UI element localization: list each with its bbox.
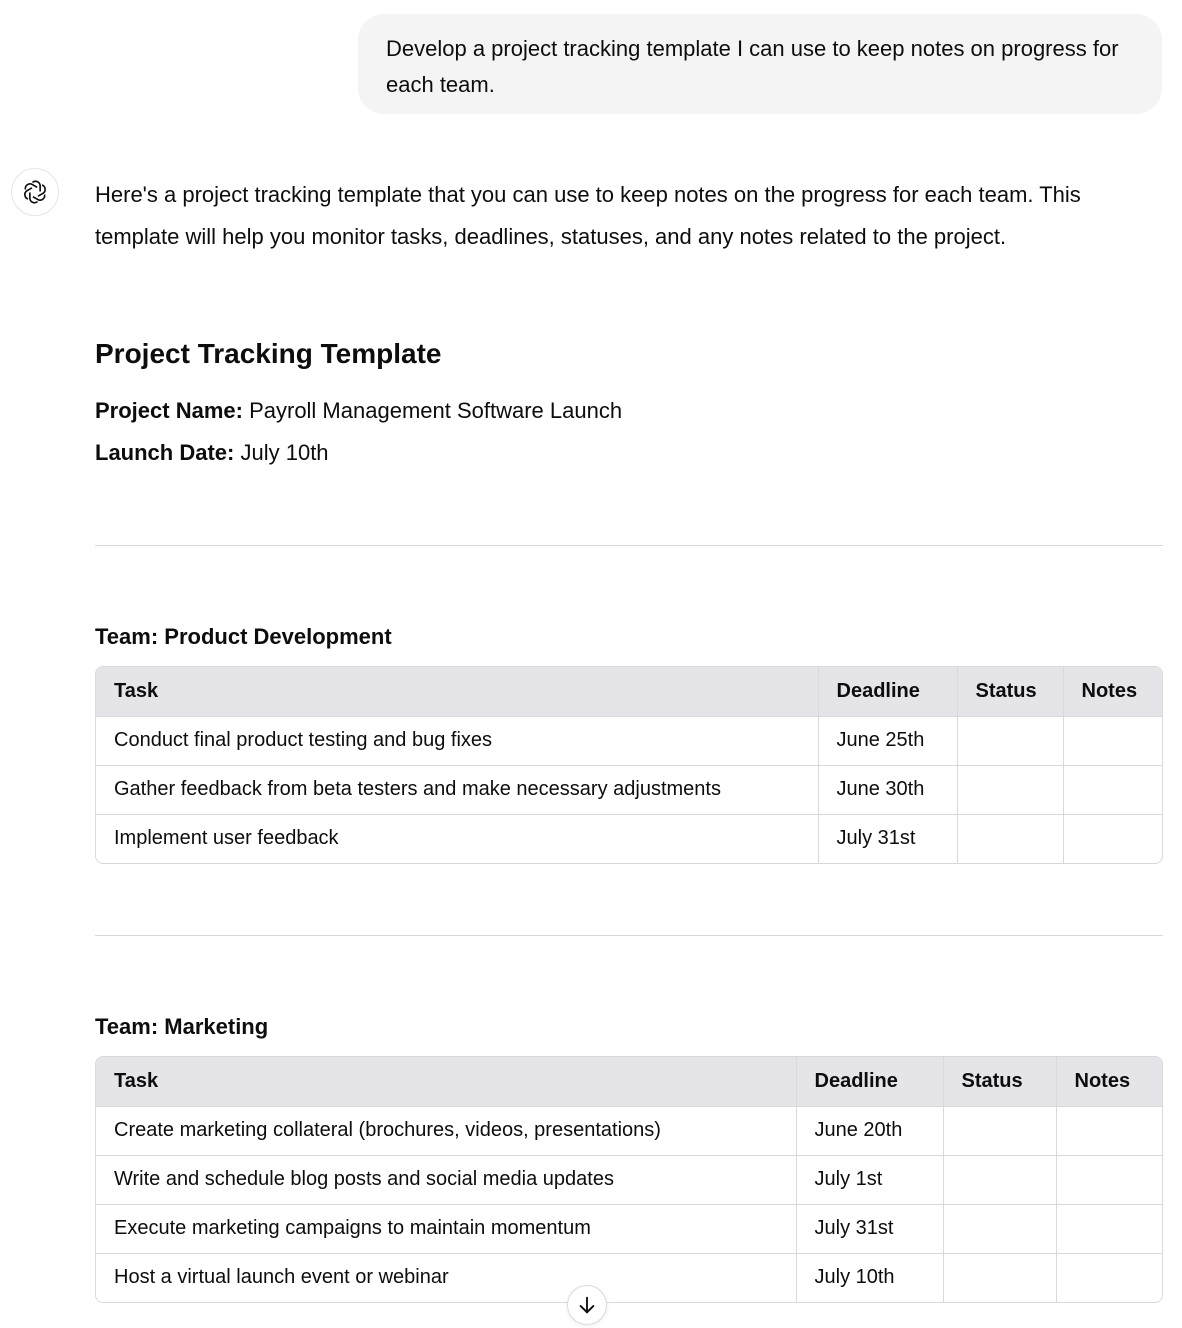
- column-header-task: Task: [96, 667, 818, 716]
- deadline-cell: June 30th: [818, 765, 957, 814]
- launch-date-label: Launch Date:: [95, 440, 235, 465]
- product-development-table: [95, 666, 1163, 864]
- launch-date-value: July 10th: [240, 440, 329, 465]
- deadline-cell: July 31st: [818, 814, 957, 863]
- table-row: [96, 1204, 1162, 1253]
- user-message-text: Develop a project tracking template I can use to keep notes on progress for each team.: [386, 36, 1119, 97]
- deadline-cell: June 20th: [796, 1106, 943, 1155]
- deadline-cell: July 31st: [796, 1204, 943, 1253]
- table-row: [96, 1155, 1162, 1204]
- table-header-row: [96, 1057, 1162, 1106]
- table-row: [96, 1106, 1162, 1155]
- notes-cell: [1056, 1155, 1162, 1204]
- scroll-to-bottom-button[interactable]: [567, 1285, 607, 1325]
- marketing-table: [95, 1056, 1163, 1303]
- column-header-deadline: Deadline: [818, 667, 957, 716]
- task-cell: Implement user feedback: [96, 814, 818, 863]
- table-header-row: [96, 667, 1162, 716]
- launch-date-line: [95, 432, 329, 474]
- column-header-deadline: Deadline: [796, 1057, 943, 1106]
- task-cell: Gather feedback from beta testers and make necessary adjustments: [96, 765, 818, 814]
- openai-logo-icon: [21, 178, 49, 206]
- project-name-value: Payroll Management Software Launch: [249, 398, 623, 423]
- column-header-status: Status: [943, 1057, 1056, 1106]
- user-message-bubble: [358, 14, 1162, 114]
- notes-cell: [1056, 1253, 1162, 1302]
- template-heading: Project Tracking Template: [95, 338, 442, 369]
- status-cell: [943, 1155, 1056, 1204]
- deadline-cell: July 10th: [796, 1253, 943, 1302]
- column-header-notes: Notes: [1056, 1057, 1162, 1106]
- notes-cell: [1063, 814, 1162, 863]
- project-name-line: [95, 390, 622, 432]
- table-row: [96, 1253, 1162, 1302]
- table-row: [96, 716, 1162, 765]
- task-cell: Execute marketing campaigns to maintain momentum: [96, 1204, 796, 1253]
- notes-cell: [1063, 765, 1162, 814]
- status-cell: [943, 1204, 1056, 1253]
- table-row: [96, 765, 1162, 814]
- assistant-message: [95, 174, 1163, 1289]
- table-row: [96, 814, 1162, 863]
- task-cell: Host a virtual launch event or webinar: [96, 1253, 796, 1302]
- column-header-task: Task: [96, 1057, 796, 1106]
- task-cell: Conduct final product testing and bug fixes: [96, 716, 818, 765]
- status-cell: [943, 1253, 1056, 1302]
- project-name-label: Project Name:: [95, 398, 243, 423]
- team-title: Team: Product Development: [95, 624, 392, 649]
- status-cell: [943, 1106, 1056, 1155]
- notes-cell: [1056, 1106, 1162, 1155]
- arrow-down-icon: [576, 1294, 598, 1316]
- team-title: Team: Marketing: [95, 1014, 269, 1039]
- status-cell: [957, 814, 1063, 863]
- assistant-intro: Here's a project tracking template that you can use to keep notes on the progress for each team. This template will help you monitor tasks, deadlines, statuses, and any notes related to the project.: [95, 182, 1081, 249]
- status-cell: [957, 765, 1063, 814]
- notes-cell: [1056, 1204, 1162, 1253]
- assistant-avatar: [11, 168, 59, 216]
- status-cell: [957, 716, 1063, 765]
- task-cell: Write and schedule blog posts and social media updates: [96, 1155, 796, 1204]
- deadline-cell: June 25th: [818, 716, 957, 765]
- column-header-status: Status: [957, 667, 1063, 716]
- notes-cell: [1063, 716, 1162, 765]
- column-header-notes: Notes: [1063, 667, 1162, 716]
- divider: [95, 545, 1163, 546]
- divider: [95, 935, 1163, 936]
- task-cell: Create marketing collateral (brochures, videos, presentations): [96, 1106, 796, 1155]
- deadline-cell: July 1st: [796, 1155, 943, 1204]
